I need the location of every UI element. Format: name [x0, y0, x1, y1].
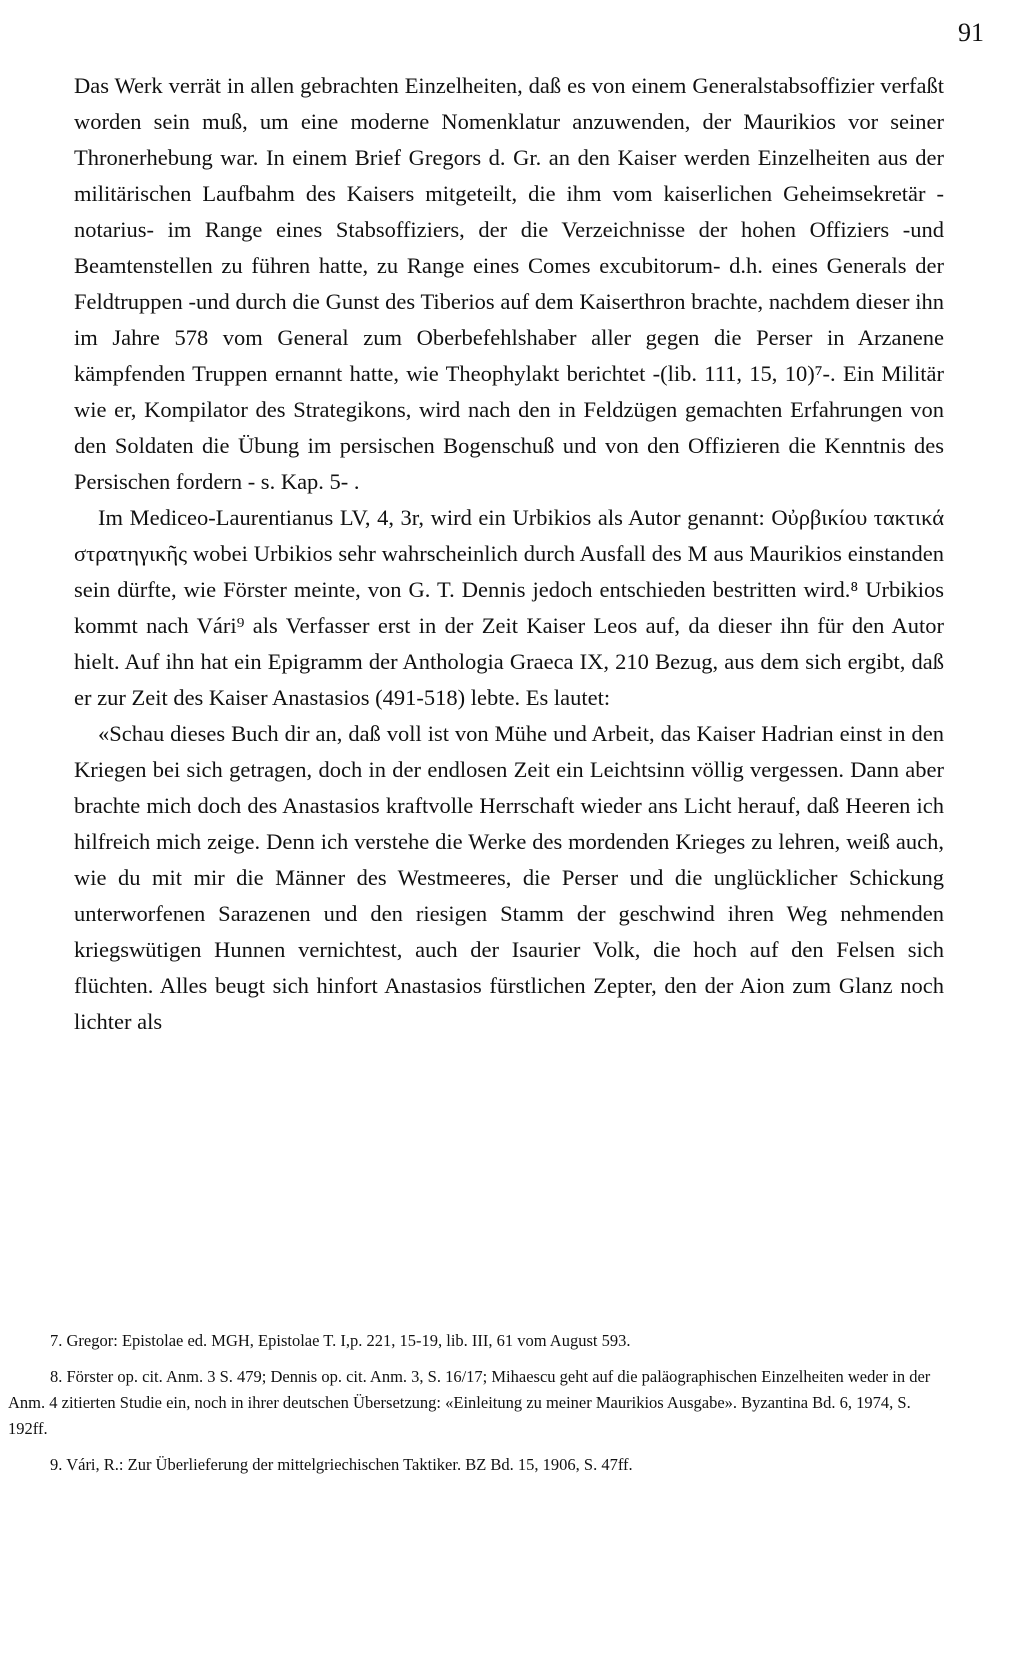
paragraph-urbikios: Im Mediceo-Laurentianus LV, 4, 3r, wird ein Urbikios als Autor genannt: Οὐρβικίου τακτικά στρατηγικῆς wobei Urbikios sehr wahrscheinlich durch Ausfall des M aus Maurikios einstanden sein dürfte, wie Förster meinte, von G. T. Dennis jedoch entschieden bestritten wird.⁸ Urbikios kommt nach Vári⁹ als Verfasser erst in der Zeit Kaiser Leos auf, da dieser ihn für den Autor hielt. Auf ihn hat ein Epigramm der Anthologia Graeca IX, 210 Bezug, aus dem sich ergibt, daß er zur Zeit des Kaiser Anastasios (491-518) lebte. Es lautet:	[74, 505, 944, 710]
footnote-9: 9. Vári, R.: Zur Überlieferung der mittelgriechischen Taktiker. BZ Bd. 15, 1906, S. 47ff.	[50, 1455, 633, 1474]
footnotes	[8, 1328, 944, 1488]
footnote-7: 7. Gregor: Epistolae ed. MGH, Epistolae T. I,p. 221, 15-19, lib. III, 61 vom August 593.	[50, 1331, 631, 1350]
body-text	[74, 68, 944, 1040]
paragraph-intro: Das Werk verrät in allen gebrachten Einzelheiten, daß es von einem Generalstabsoffizier verfaßt worden sein muß, um eine moderne Nomenklatur anzuwenden, der Maurikios vor seiner Thronerhebung war. In einem Brief Gregors d. Gr. an den Kaiser werden Einzelheiten aus der militärischen Laufbahm des Kaisers mitgeteilt, die ihm vom kaiserlichen Geheimsekretär -notarius- im Range eines Stabsoffiziers, der die Verzeichnisse der hohen Offiziers -und Beamtenstellen zu führen hatte, zu Range eines Comes excubitorum- d.h. eines Generals der Feldtruppen -und durch die Gunst des Tiberios auf dem Kaiserthron brachte, nachdem dieser ihn im Jahre 578 vom General zum Oberbefehlshaber aller gegen die Perser in Arzanene kämpfenden Truppen ernannt hatte, wie Theophylakt berichtet -(lib. 111, 15, 10)⁷-. Ein Militär wie er, Kompilator des Strategikons, wird nach den in Feldzügen gemachten Erfahrungen von den Soldaten die Übung im persischen Bogenschuß und von den Offizieren die Kenntnis des Persischen fordern - s. Kap. 5- .	[74, 73, 944, 494]
footnote-8: 8. Förster op. cit. Anm. 3 S. 479; Dennis op. cit. Anm. 3, S. 16/17; Mihaescu geht auf die paläographischen Einzelheiten weder in der Anm. 4 zitierten Studie ein, noch in ihrer deutschen Übersetzung: «Einleitung zu meiner Maurikios Ausgabe». Byzantina Bd. 6, 1974, S. 192ff.	[8, 1367, 931, 1438]
paragraph-epigram-quote: «Schau dieses Buch dir an, daß voll ist von Mühe und Arbeit, das Kaiser Hadrian einst in den Kriegen bei sich getragen, doch in der endlosen Zeit ein Leichtsinn völlig vergessen. Dann aber brachte mich doch des Anastasios kraftvolle Herrschaft wieder ans Licht herauf, daß Heeren ich hilfreich mich zeige. Denn ich verstehe die Werke des mordenden Krieges zu lehren, weiß auch, wie du mit mir die Männer des Westmeeres, die Perser und die unglücklicher Schickung unterworfenen Sarazenen und den riesigen Stamm der geschwind ihren Weg nehmenden kriegswütigen Hunnen vernichtest, auch der Isaurier Volk, die hoch auf den Felsen sich flüchten. Alles beugt sich hinfort Anastasios fürstlichen Zepter, den der Aion zum Glanz noch lichter als	[74, 721, 944, 1034]
page-number: 91	[958, 18, 984, 47]
